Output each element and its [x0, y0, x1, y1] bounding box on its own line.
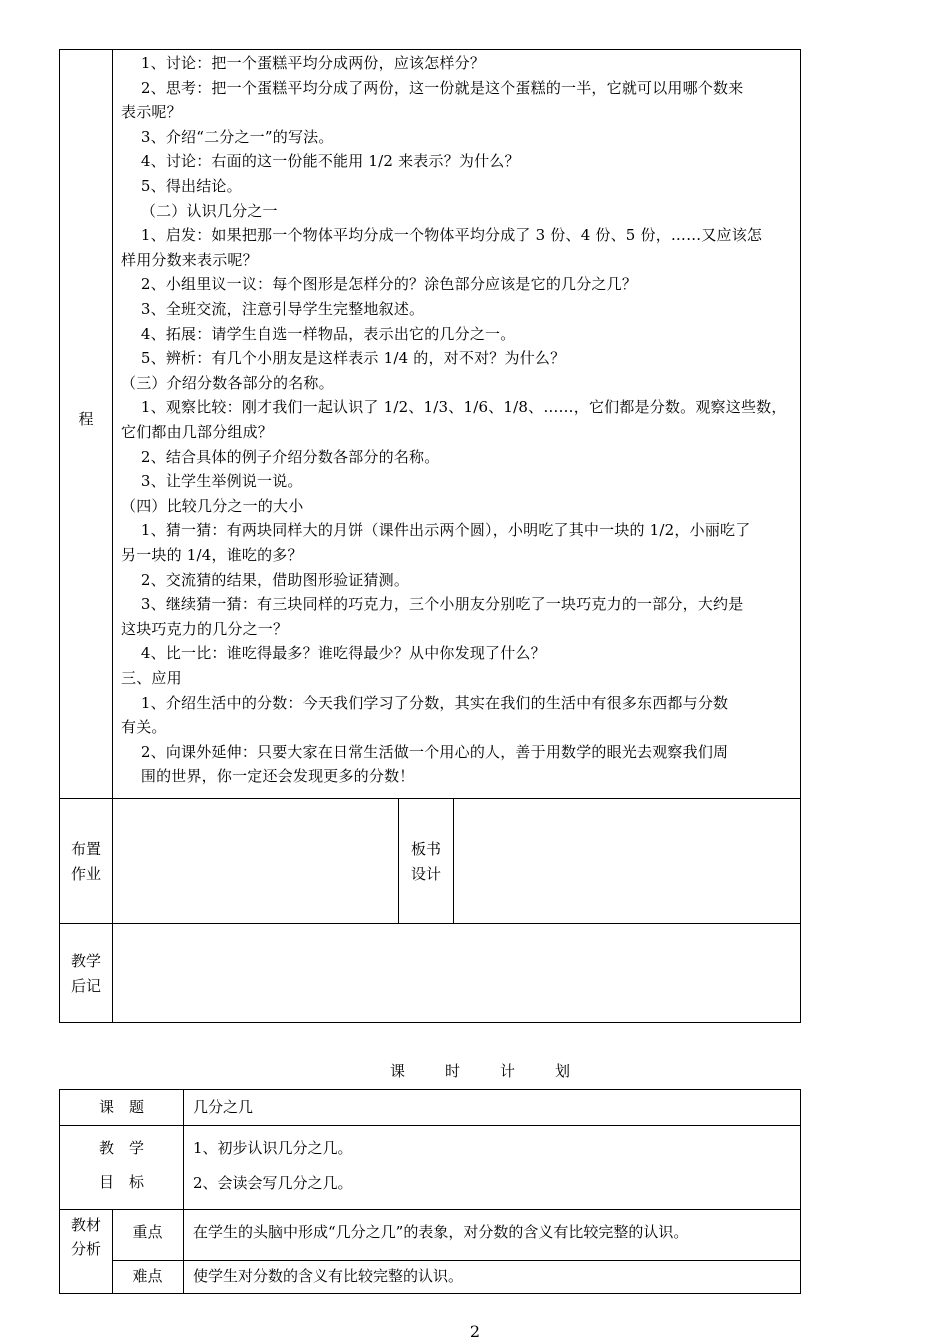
content-line: 4、拓展：请学生自选一样物品，表示出它的几分之一。 [121, 324, 516, 343]
content-line: 2、结合具体的例子介绍分数各部分的名称。 [121, 447, 440, 466]
content-line: （二）认识几分之一 [121, 201, 278, 220]
content-line: 另一块的 1/4，谁吃的多？ [121, 546, 303, 564]
content-line: 4、讨论：右面的这一份能不能用 1/2 来表示？为什么？ [121, 152, 520, 171]
process-row-label: 程 [78, 410, 94, 428]
content-line: 3、介绍“二分之一”的写法。 [121, 127, 334, 146]
content-line: 2、思考：把一个蛋糕平均分成了两份，这一份就是这个蛋糕的一半，它就可以用哪个数来 [121, 78, 744, 97]
goals-label-2: 目 标 [98, 1173, 144, 1191]
content-line: 表示呢？ [121, 103, 182, 122]
content-line: （四）比较几分之一的大小 [121, 496, 304, 515]
divider [60, 1209, 800, 1210]
content-line: 4、比一比：谁吃得最多？谁吃得最少？从中你发现了什么？ [121, 644, 546, 663]
content-line: 3、继续猜一猜：有三块同样的巧克力，三个小朋友分别吃了一块巧克力的一部分，大约是 [121, 595, 744, 614]
content-line: 样用分数来表示呢？ [121, 250, 258, 269]
board-design-label: 板书 设计 [410, 840, 441, 883]
content-line: 1、猜一猜：有两块同样大的月饼（课件出示两个圆），小明吃了其中一块的 1/2，小丽吃了 [121, 521, 751, 540]
content-line: 2、小组里议一议：每个图形是怎样分的？涂色部分应该是它的几分之几？ [121, 275, 638, 294]
goal-item: 1、初步认识几分之几。 [193, 1139, 353, 1157]
content-line: 1、观察比较：刚才我们一起认识了 1/2、1/3、1/6、1/8、……，它们都是分数。观察这些数， [121, 398, 787, 417]
content-line: 三、应用 [121, 669, 182, 687]
content-line: 5、辨析：有几个小朋友是这样表示 1/4 的，对不对？为什么？ [121, 349, 566, 368]
divider [112, 1260, 800, 1261]
content-line: 2、交流猜的结果，借助图形验证猜测。 [121, 570, 410, 589]
teaching-notes-label: 教学 后记 [70, 952, 101, 995]
divider [112, 798, 113, 1022]
content-line: 这块巧克力的几分之一？ [121, 619, 289, 638]
process-content [113, 50, 800, 798]
lesson-process-table [59, 49, 801, 1023]
divider [60, 923, 800, 924]
content-line: 1、介绍生活中的分数：今天我们学习了分数，其实在我们的生活中有很多东西都与分数 [121, 693, 729, 712]
content-line: 2、向课外延伸：只要大家在日常生活做一个用心的人，善于用数学的眼光去观察我们周 [121, 742, 729, 761]
content-line: （三）介绍分数各部分的名称。 [121, 373, 334, 392]
content-line: 5、得出结论。 [121, 177, 242, 195]
difficulty-value: 使学生对分数的含义有比较完整的认识。 [193, 1267, 464, 1285]
row-label-column [60, 50, 113, 798]
goal-item: 2、会读会写几分之几。 [193, 1174, 353, 1192]
content-line: 1、启发：如果把那一个物体平均分成一个物体平均分成了 3 份、4 份、5 份，……又应该怎 [121, 226, 763, 245]
divider [183, 1090, 184, 1293]
content-line: 它们都由几部分组成？ [121, 423, 274, 441]
content-line: 3、全班交流，注意引导学生完整地叙述。 [121, 300, 425, 318]
divider [453, 798, 454, 923]
key-point-label: 重点 [132, 1223, 163, 1241]
content-line: 围的世界，你一定还会发现更多的分数！ [121, 767, 415, 786]
homework-label: 布置 作业 [70, 840, 101, 883]
content-line: 有关。 [121, 718, 167, 737]
analysis-label-2: 分析 [70, 1240, 101, 1258]
divider [60, 1125, 800, 1126]
divider [60, 798, 800, 799]
page-number: 2 [469, 1322, 481, 1341]
key-point-value: 在学生的头脑中形成“几分之几”的表象，对分数的含义有比较完整的认识。 [193, 1223, 689, 1241]
topic-label: 课 题 [98, 1098, 144, 1116]
topic-value: 几分之几 [193, 1098, 254, 1116]
content-line: 3、让学生举例说一说。 [121, 472, 303, 491]
analysis-label-1: 教材 [70, 1216, 101, 1234]
goals-label-1: 教 学 [98, 1139, 144, 1157]
lesson-plan-table [59, 1089, 801, 1294]
content-line: 1、讨论：把一个蛋糕平均分成两份，应该怎样分？ [121, 54, 486, 72]
difficulty-label: 难点 [132, 1267, 163, 1285]
plan-title: 课 时 计 划 [390, 1062, 570, 1080]
